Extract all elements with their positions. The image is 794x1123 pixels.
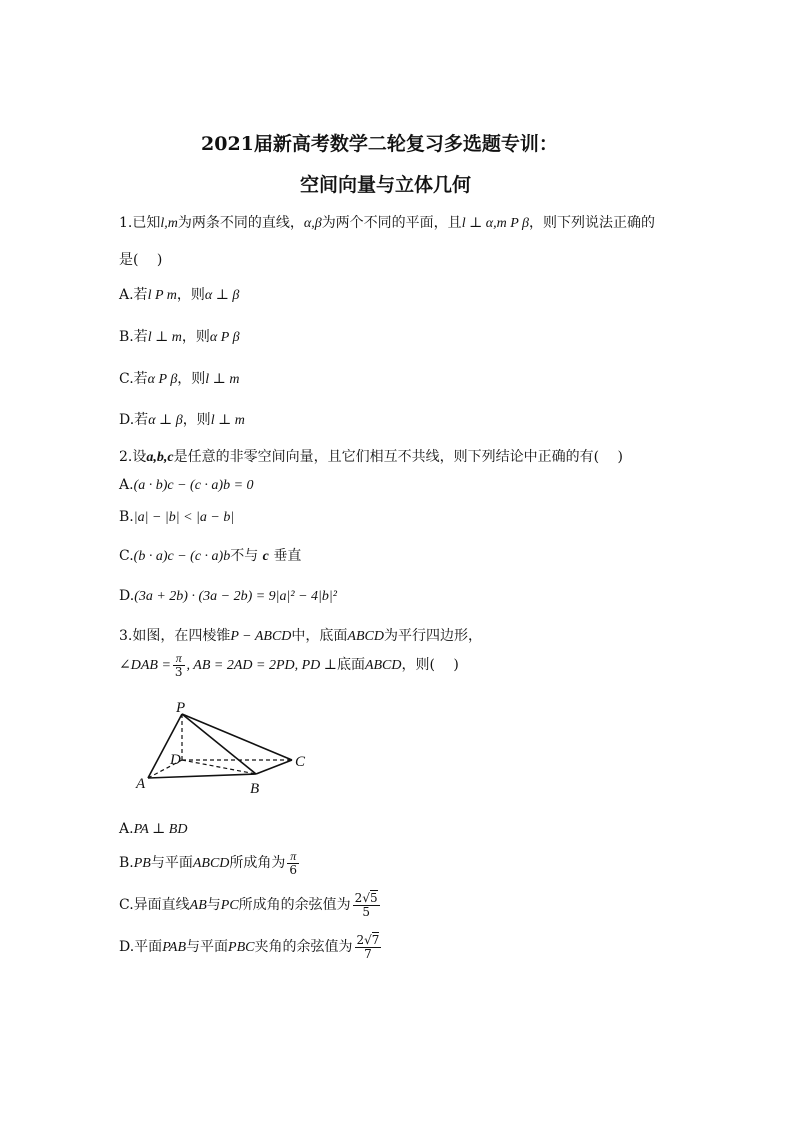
radicand: 5: [369, 891, 378, 905]
option-text: 夹角的余弦值为: [254, 939, 353, 956]
math-expr: PAB: [162, 940, 187, 956]
q1-stem-cont: 是( ): [119, 252, 163, 268]
option-text: 与平面: [150, 855, 193, 872]
q2-vectors-var: a,b,c: [146, 450, 174, 465]
option-label: C.若: [119, 371, 148, 387]
fraction-numerator: [355, 934, 382, 948]
edge-db-hidden: [182, 760, 256, 774]
q3-stem-text: 中，底面: [291, 628, 348, 644]
math-expr: |a| − |b| < |a − b|: [133, 510, 235, 525]
option-label: C.: [119, 548, 134, 564]
q3-stem-text: 3.如图，在四棱锥: [119, 628, 231, 644]
fraction-denominator: 5: [362, 904, 370, 919]
q1-stem-text: 1.已知: [119, 215, 161, 231]
math-expr: ABCD: [364, 658, 402, 674]
option-text: 所成角为: [229, 855, 286, 872]
q3-pyramid-var: P − ABCD: [230, 629, 292, 644]
option-text: 与: [206, 897, 221, 914]
math-expr: (b · a)c − (c · a)b: [133, 549, 231, 564]
q3-stem-text: 为平行四边形，: [383, 628, 482, 644]
fraction-denominator: 3: [174, 664, 183, 679]
math-expr: α P β: [147, 372, 178, 387]
edge-bc: [256, 760, 292, 774]
fraction-denominator: 6: [289, 862, 298, 877]
sqrt-sign: √: [362, 891, 370, 905]
option-label: A.: [119, 477, 134, 493]
q1-option-a: [119, 284, 239, 304]
coefficient: 2: [354, 891, 363, 905]
math-expr: PA ⊥ BD: [133, 822, 188, 837]
vertex-label-b: B: [250, 781, 260, 797]
option-label: B.: [119, 509, 134, 525]
q3-stem-text: ，则( ): [401, 657, 459, 674]
option-label: C.异面直线: [119, 897, 190, 914]
fraction: [173, 652, 185, 678]
q1-option-b: [119, 326, 240, 346]
option-label: D.平面: [119, 939, 163, 956]
q3-base-var: ABCD: [347, 629, 384, 644]
q3-stem-text: 底面: [336, 657, 365, 674]
q3-condition: [119, 652, 459, 678]
option-text: 不与: [230, 548, 259, 564]
pyramid-figure: [130, 698, 320, 798]
edge-pa: [148, 714, 182, 778]
q2-option-d: [119, 588, 337, 605]
title-line-2: 空间向量与立体几何: [300, 174, 472, 196]
math-expr: l ⊥ m: [147, 330, 182, 345]
vertex-label-c: C: [295, 754, 306, 770]
q3-option-d: [119, 934, 383, 960]
q1-stem: [119, 212, 655, 232]
q2-stem: [119, 446, 623, 466]
q2-stem-text: 2.设: [119, 449, 147, 465]
fraction: [287, 850, 299, 876]
q1-option-c: [119, 368, 239, 388]
q1-stem-text: 为两个不同的平面，且: [321, 215, 462, 231]
option-label: D.: [119, 588, 135, 604]
q3-option-c: [119, 892, 382, 918]
vertex-label-a: A: [136, 776, 146, 792]
vertex-label-p: P: [176, 700, 186, 716]
title-line-1: 2021届新高考数学二轮复习多选题专训：: [201, 133, 558, 155]
math-expr: α P β: [209, 330, 240, 345]
option-text: 与平面: [186, 939, 229, 956]
option-label: A.若: [119, 287, 148, 303]
math-expr: (3a + 2b) · (3a − 2b) = 9|a|² − 4|b|²: [134, 589, 337, 604]
math-expr: l P m: [147, 288, 177, 303]
math-expr: , AB = 2AD = 2PD, PD ⊥: [186, 658, 337, 674]
math-expr: PB: [133, 856, 151, 872]
math-expr: l ⊥ m: [205, 372, 240, 387]
math-expr: α ⊥ β: [204, 288, 240, 303]
radicand: 7: [371, 933, 380, 947]
math-expr: ∠DAB =: [119, 658, 171, 674]
math-expr: α ⊥ β: [148, 413, 183, 428]
fraction-numerator: [353, 892, 380, 906]
sqrt-sign: √: [364, 933, 372, 947]
fraction-denominator: 7: [364, 946, 372, 961]
q1-lines-var: l,m: [160, 216, 178, 231]
fraction: [353, 892, 380, 918]
fraction: [355, 934, 382, 960]
option-label: A.: [119, 821, 134, 837]
math-expr: ABCD: [192, 856, 230, 872]
q1-stem-text: 为两条不同的直线，: [177, 215, 304, 231]
q2-stem-text: 是任意的非零空间向量，且它们相互不共线，则下列结论中正确的有( ): [173, 449, 623, 465]
edge-ab: [148, 774, 256, 778]
q2-option-a: [119, 477, 254, 494]
math-expr: AB: [189, 898, 207, 914]
q2-option-b: [119, 509, 234, 526]
option-text: ，则: [181, 329, 210, 345]
q1-condition: l ⊥ α,m P β: [461, 216, 529, 231]
q3-stem: [119, 625, 482, 645]
q1-option-d: [119, 409, 245, 429]
option-text: 垂直: [273, 548, 302, 564]
fraction-numerator: π: [287, 850, 299, 864]
math-expr: PBC: [228, 940, 255, 956]
q1-planes-var: α,β: [303, 216, 322, 231]
option-text: ，则: [176, 287, 205, 303]
edge-pb: [182, 714, 256, 774]
q3-option-a: [119, 821, 187, 838]
q3-option-b: [119, 850, 301, 876]
fraction-numerator: π: [173, 652, 185, 666]
vertex-label-d: D: [170, 752, 181, 768]
q2-option-c: [119, 545, 301, 565]
option-label: B.: [119, 855, 134, 872]
option-label: D.若: [119, 412, 149, 428]
math-expr: (a · b)c − (c · a)b = 0: [133, 478, 254, 493]
math-expr: PC: [220, 898, 239, 914]
option-label: B.若: [119, 329, 148, 345]
option-text: ，则: [177, 371, 206, 387]
option-text: ，则: [182, 412, 211, 428]
q1-stem-text: ，则下列说法正确的: [528, 215, 655, 231]
option-text: 所成角的余弦值为: [238, 897, 351, 914]
math-expr: l ⊥ m: [210, 413, 245, 428]
edge-pc: [182, 714, 292, 760]
math-expr: c: [262, 549, 269, 564]
coefficient: 2: [356, 933, 365, 947]
